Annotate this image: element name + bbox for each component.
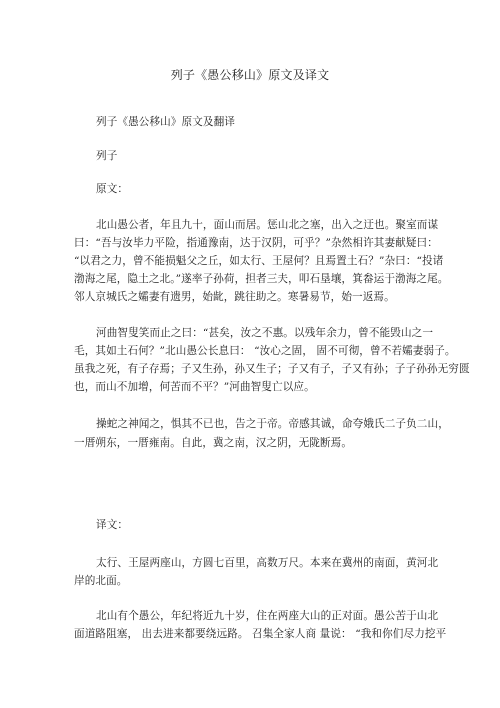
para2-line-4: 也，而山不加增，何苦而不平？”河曲智叟亡以应。 [74,381,315,393]
para2-line-3: 虽我之死，有子存焉；子又生孙，孙又生子；子又有子，子又有孙；子子孙孙无穷匮 [74,363,470,375]
document-title: 列子《愚公移山》原文及译文 [170,68,330,82]
para3-line-1: 操蛇之神闻之，惧其不已也，告之于帝。帝感其诚，命夸娥氏二子负二山， [96,418,449,430]
para1-line-4: 渤海之尾，隐土之北。”遂率子孙荷，担者三夫，叩石垦壤，箕畚运于渤海之尾。 [74,273,449,285]
author-line: 列子 [96,150,118,162]
para4-line-2: 岸的北面。 [74,575,128,587]
para1-line-2: 曰：“吾与汝毕力平险，指通豫南，达于汉阴，可乎？”杂然相许其妻献疑曰： [74,237,438,249]
para3-line-2: 一厝朔东，一厝雍南。自此，冀之南，汉之阴，无陇断焉。 [74,437,353,449]
para1-line-1: 北山愚公者，年且九十，面山而居。惩山北之塞，出入之迂也。聚室而谋 [96,219,439,231]
document-subtitle: 列子《愚公移山》原文及翻译 [96,116,236,128]
para2-line-1: 河曲智叟笑而止之曰：“甚矣，汝之不惠。以残年余力，曾不能毁山之一 [96,327,434,339]
para1-line-5: 邻人京城氏之孀妻有遗男，始龀，跳往助之。寒暑易节，始一返焉。 [74,291,395,303]
para5-line-2: 面道路阻塞， 出去进来都要绕远路。 召集全家人商 量说： “我和你们尽力挖平 [74,628,447,640]
para4-line-1: 太行、王屋两座山，方圆七百里，高数万尺。本来在冀州的南面，黄河北 [96,557,439,569]
para1-line-3: “以君之力，曾不能损魁父之丘，如太行、王屋何？且焉置土石？”杂曰：“投诸 [74,255,444,267]
para5-line-1: 北山有个愚公，年纪将近九十岁，住在两座大山的正对面。愚公苦于山北 [96,610,439,622]
original-heading: 原文： [96,183,129,195]
translation-heading: 译文： [96,519,129,531]
para2-line-2: 毛，其如土石何？”北山愚公长息曰： “汝心之固， 固不可彻，曾不若孀妻弱子。 [74,345,456,357]
